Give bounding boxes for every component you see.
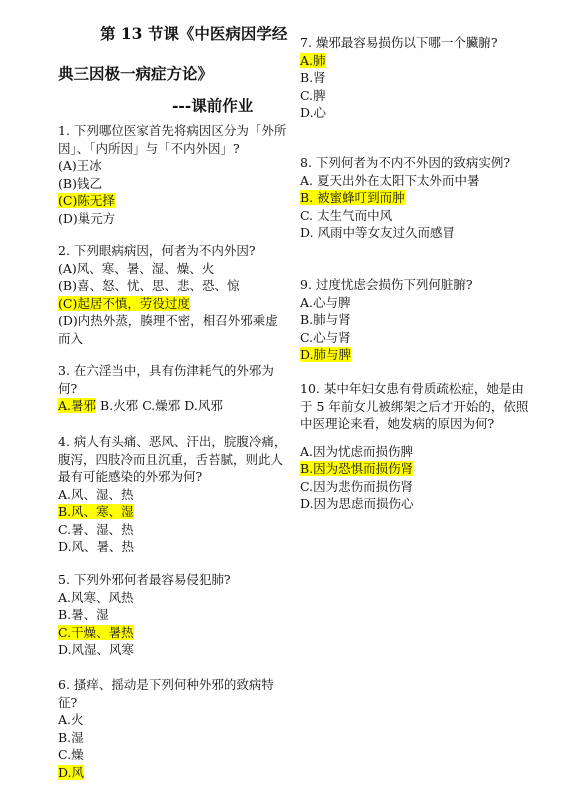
- question-8: [300, 154, 536, 242]
- option-d: D.心: [300, 105, 327, 120]
- question-stem: 4. 病人有头痛、恶风、汗出，脘腹冷痛，腹泻，四肢冷而且沉重，舌苔腻，则此人最有可能感染的外邪为何?: [58, 434, 287, 484]
- option-c: C.燥: [58, 747, 84, 762]
- option-d-answer: D.肺与脾: [300, 347, 352, 362]
- option-b-answer: B.风、寒、湿: [58, 504, 134, 519]
- option-a-answer: A.暑邪: [58, 398, 97, 413]
- option-b: B.火邪: [100, 398, 139, 413]
- option-c: C. 太生气而中风: [300, 207, 393, 223]
- option-a-answer: A.肺: [300, 52, 326, 68]
- option-a: A. 夏天出外在太阳下太外而中暑: [300, 172, 480, 188]
- question-4: [58, 433, 290, 556]
- question-5: [58, 571, 290, 659]
- option-b-answer: B.因为恐惧而损伤肾: [300, 461, 414, 476]
- question-6: [58, 676, 290, 781]
- title-line-3: ---课前作业: [172, 96, 254, 115]
- question-stem: 9. 过度忧虑会损伤下列何脏腑?: [300, 277, 473, 292]
- question-stem: 6. 搔痒、摇动是下列何种外邪的致病特征?: [58, 677, 274, 710]
- option-b: B.湿: [58, 729, 84, 745]
- option-c-answer: C.干燥、暑热: [58, 624, 134, 640]
- option-c: C.心与肾: [300, 329, 351, 345]
- question-7: [300, 34, 536, 122]
- option-d: D.风湿、风寒: [58, 642, 135, 657]
- option-c: C.暑、湿、热: [58, 521, 134, 537]
- question-1: [58, 122, 290, 227]
- spacer: [300, 433, 536, 443]
- question-3: [58, 362, 290, 415]
- title-line-1: 第 13 节课《中医病因学经: [100, 24, 288, 43]
- option-a: A.火: [58, 712, 84, 727]
- question-2: [58, 242, 290, 347]
- option-d: D.因为思虑而损伤心: [300, 496, 414, 511]
- option-d: (D)巢元方: [58, 210, 116, 226]
- option-c: C.脾: [300, 87, 326, 103]
- option-b: B.暑、湿: [58, 607, 109, 622]
- option-c: C.因为悲伤而损伤肾: [300, 478, 414, 494]
- question-stem: 10. 某中年妇女患有骨质疏松症，她是由于 5 年前女儿被绑架之后才开始的，依照中医理论来看，她发病的原因为何?: [300, 381, 529, 431]
- option-b: (B)喜、怒、忧、思、悲、恐、惊: [58, 278, 240, 293]
- option-a: A.因为忧虑而损伤脾: [300, 443, 414, 459]
- option-a: (A)风、寒、暑、湿、燥、火: [58, 260, 215, 276]
- question-9: [300, 276, 536, 364]
- option-d-answer: D.风: [58, 764, 85, 780]
- title-line-2: 典三因极一病症方论》: [58, 64, 214, 83]
- option-a: A.心与脾: [300, 294, 351, 310]
- option-a: (A)王冰: [58, 158, 102, 173]
- question-stem: 2. 下列眼病病因，何者为不内外因?: [58, 243, 256, 258]
- question-stem: 7. 燥邪最容易损伤以下哪一个臟腑?: [300, 35, 498, 50]
- option-b: (B)钱乙: [58, 175, 102, 191]
- option-d: (D)内热外蒸，腠理不密，相召外邪乘虚而入: [58, 313, 278, 346]
- option-d: D. 风雨中等女友过久而感冒: [300, 225, 456, 240]
- option-b: B.肺与肾: [300, 312, 351, 327]
- question-stem: 8. 下列何者为不内不外因的致病实例?: [300, 155, 511, 170]
- option-c-answer: (C)陈无择: [58, 193, 115, 208]
- option-d: D.风邪: [184, 398, 223, 413]
- question-stem: 5. 下列外邪何者最容易侵犯肺?: [58, 572, 231, 587]
- question-stem: 3. 在六淫当中，具有伤津耗气的外邪为何?: [58, 363, 274, 396]
- option-a: A.风、湿、热: [58, 486, 134, 502]
- option-c-answer: (C)起居不慎，劳役过度: [58, 295, 190, 311]
- option-b: B.肾: [300, 70, 326, 85]
- option-b-answer: B. 被蜜蜂叮到而肿: [300, 190, 405, 205]
- question-10: [300, 380, 536, 513]
- option-d: D.风、暑、热: [58, 539, 135, 554]
- option-a: A.风寒、风热: [58, 589, 134, 605]
- question-stem: 1. 下列哪位医家首先将病因区分为「外所因」、「内所因」与「不内外因」?: [58, 123, 287, 156]
- option-c: C.燥邪: [142, 398, 181, 413]
